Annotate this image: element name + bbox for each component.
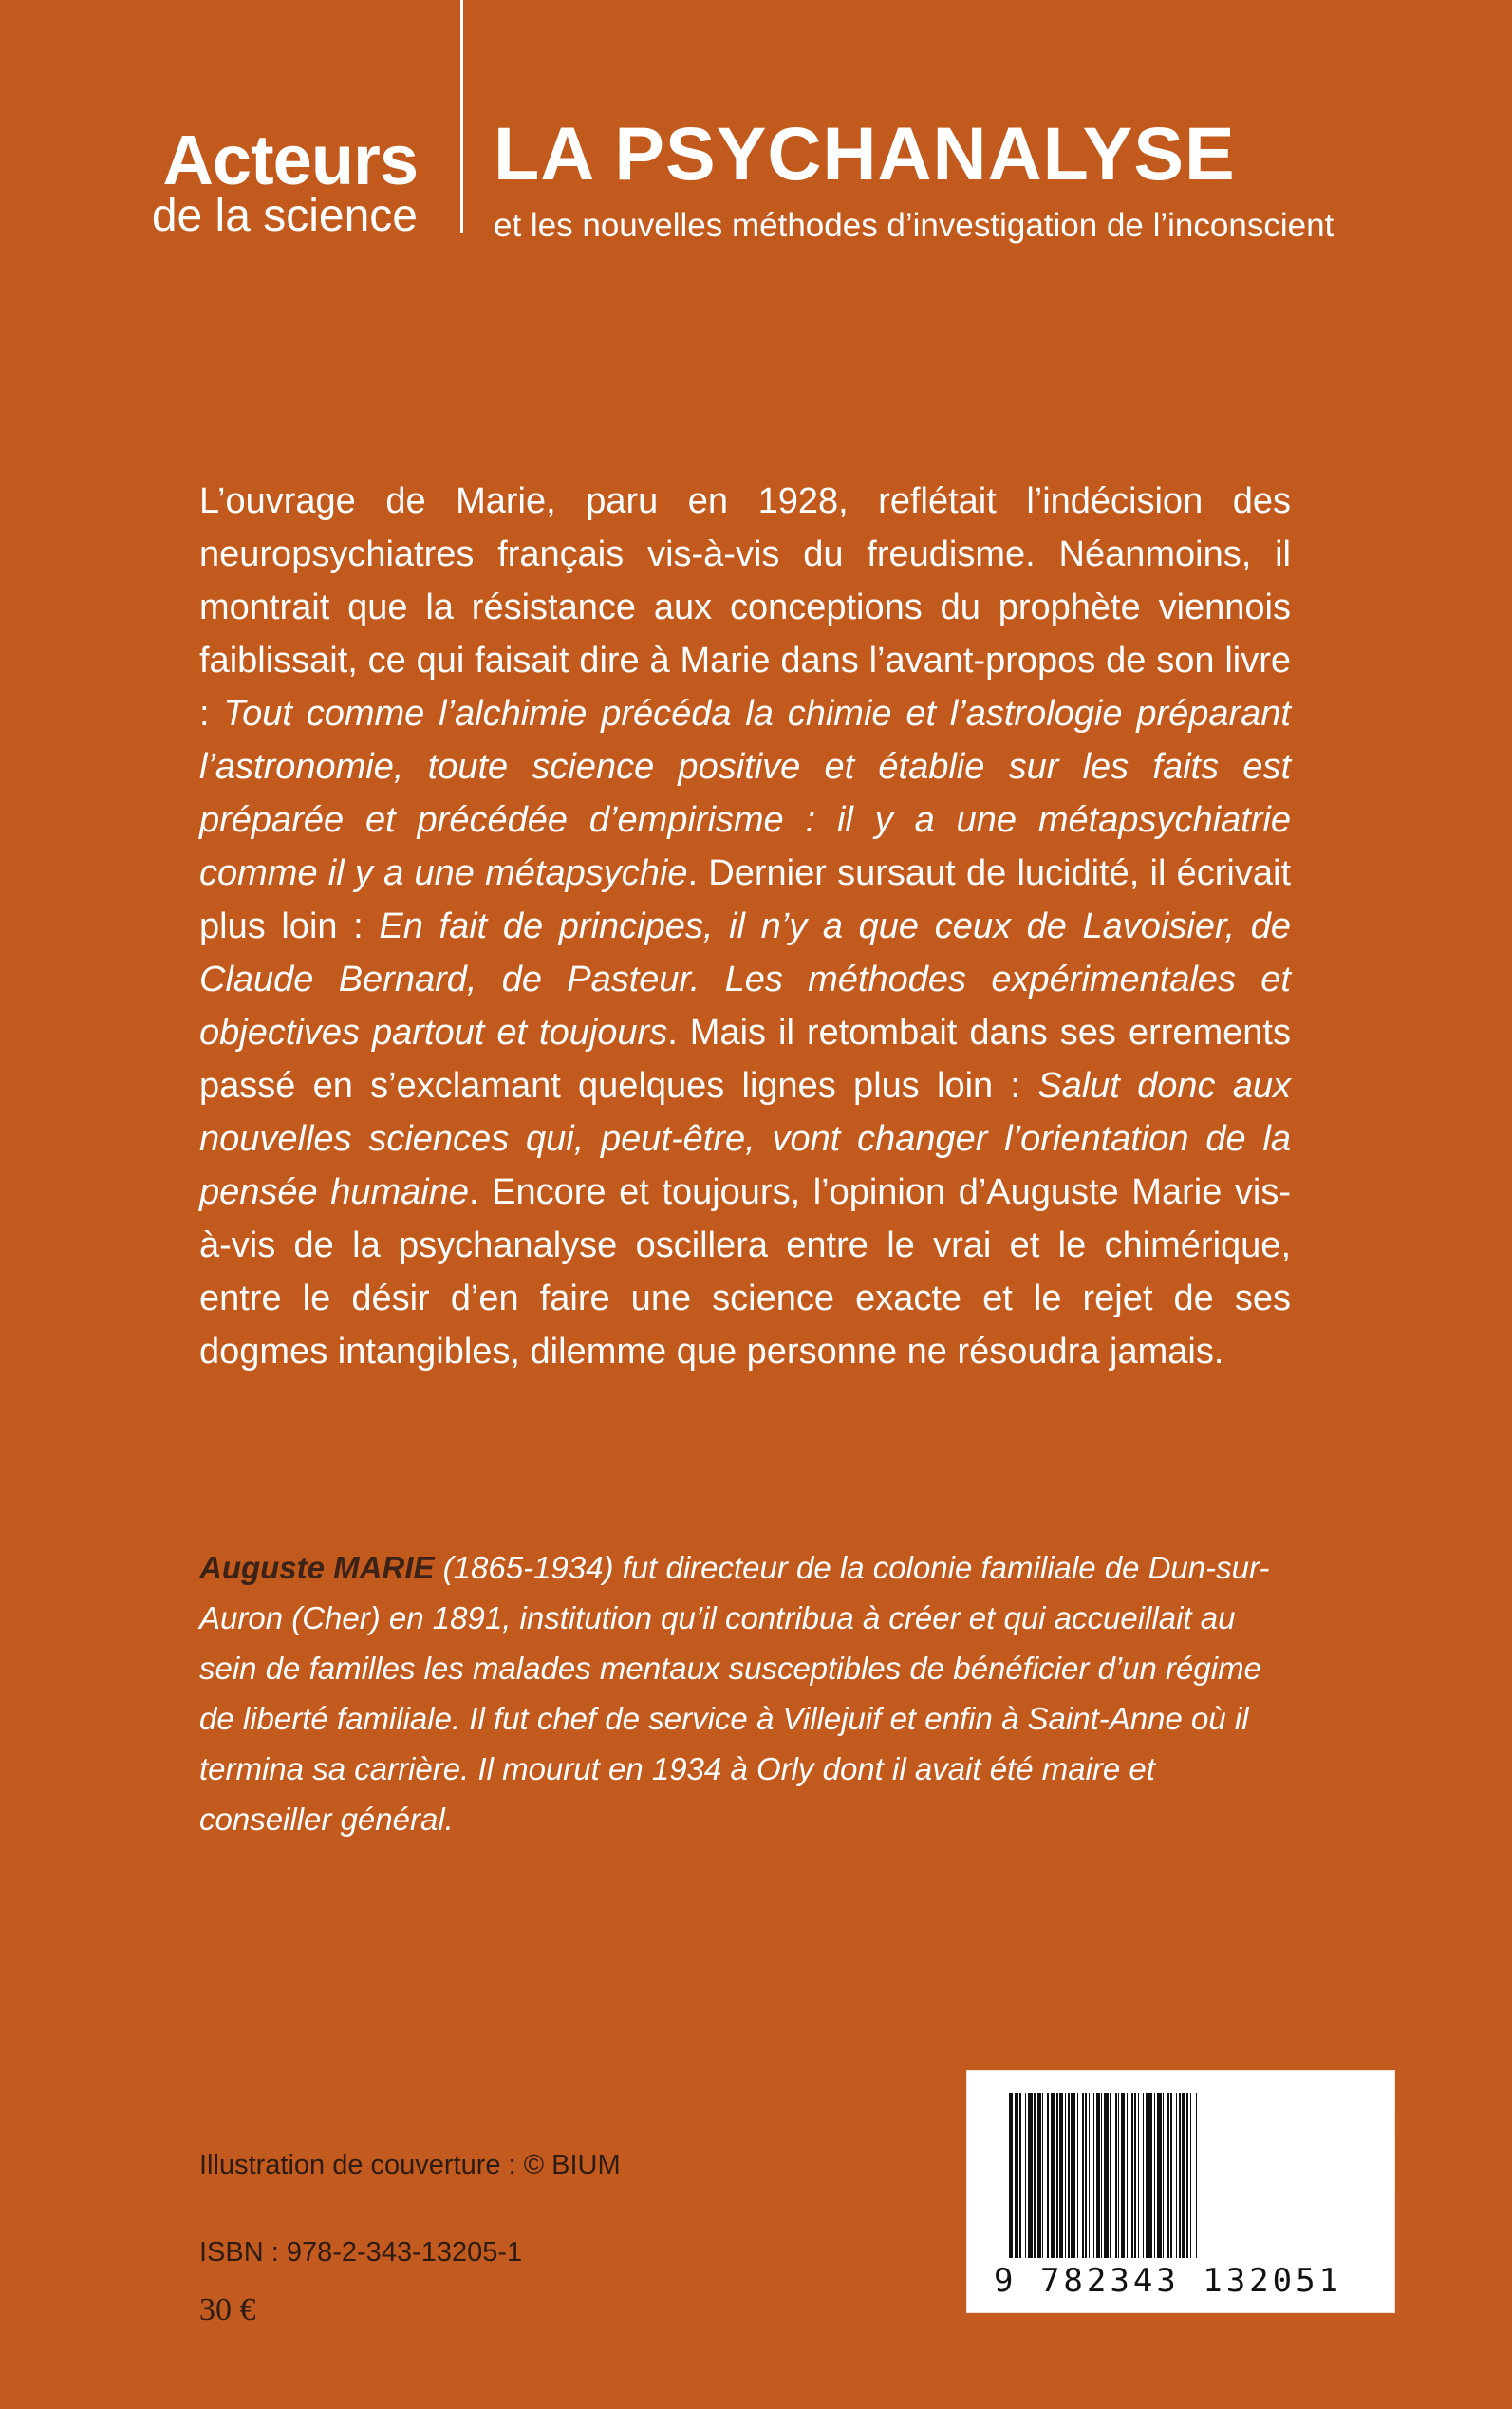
back-cover-summary xyxy=(199,475,1291,1378)
header-divider xyxy=(460,0,463,233)
summary-text-part1: L’ouvrage de Marie, paru en 1928, reflétait l’indécision des neuropsychiatres français vis-à-vis du freudisme. Néanmoins, il montrait que la résistance aux conceptions du prophète viennois faiblissait, ce qui faisait dire à Marie dans l’avant-propos de son livre : xyxy=(199,481,1291,734)
summary-text-part4: . Encore et toujours, l’opinion d’Auguste Marie vis-à-vis de la psychanalyse oscillera entre le vrai et le chimérique, entre le désir d’en faire une science exacte et le rejet de ses dogmes intangibles, dilemme que personne ne résoudra jamais. xyxy=(199,1172,1291,1372)
summary-text-part3: . Mais il retombait dans ses errements passé en s’exclamant quelques lignes plus loin : xyxy=(199,1013,1291,1106)
price: 30 € xyxy=(199,2292,256,2327)
barcode-number: 9 782343 132051 xyxy=(994,2262,1343,2300)
summary-quote-3: Salut donc aux nouvelles sciences qui, peut-être, vont changer l’orientation de la pensée humaine xyxy=(199,1066,1291,1212)
barcode-panel xyxy=(966,2070,1395,2313)
cover-credit: Illustration de couverture : © BIUM xyxy=(199,2150,621,2180)
barcode-graphic xyxy=(1009,2093,1354,2258)
summary-quote-2: En fait de principes, il n’y a que ceux de Lavoisier, de Claude Bernard, de Pasteur. Les méthodes expérimentales et objectives partout et toujours xyxy=(199,906,1291,1053)
title-block xyxy=(494,111,1443,245)
series-logo xyxy=(131,121,418,241)
isbn: ISBN : 978-2-343-13205-1 xyxy=(199,2237,523,2268)
summary-quote-1: Tout comme l’alchimie précéda la chimie et l’astrologie préparant l’astronomie, toute science positive et établie sur les faits est préparée et précédée d’empirisme : il y a une métapsychiatrie comme il y a une métapsychie xyxy=(199,694,1291,893)
author-bio-text: (1865-1934) fut directeur de la colonie familiale de Dun-sur-Auron (Cher) en 1891, institution qu’il contribua à créer et qui accueillait au sein de familles les malades mentaux susceptibles de bénéficier d’un régime de liberté familiale. Il fut chef de service à Villejuif et enfin à Saint-Anne où il termina sa carrière. Il mourut en 1934 à Orly dont il avait été maire et conseiller général. xyxy=(199,1550,1270,1837)
book-subtitle: et les nouvelles méthodes d’investigation de l’inconscient xyxy=(494,207,1335,244)
author-name: Auguste MARIE xyxy=(199,1550,435,1585)
author-biography xyxy=(199,1542,1291,1844)
book-title: LA PSYCHANALYSE xyxy=(494,111,1236,196)
series-name-line1: Acteurs xyxy=(162,121,418,199)
series-name-line2: de la science xyxy=(151,191,418,241)
barcode-space xyxy=(1197,2093,1199,2258)
summary-text-part2: . Dernier sursaut de lucidité, il écrivait plus loin : xyxy=(199,853,1291,946)
